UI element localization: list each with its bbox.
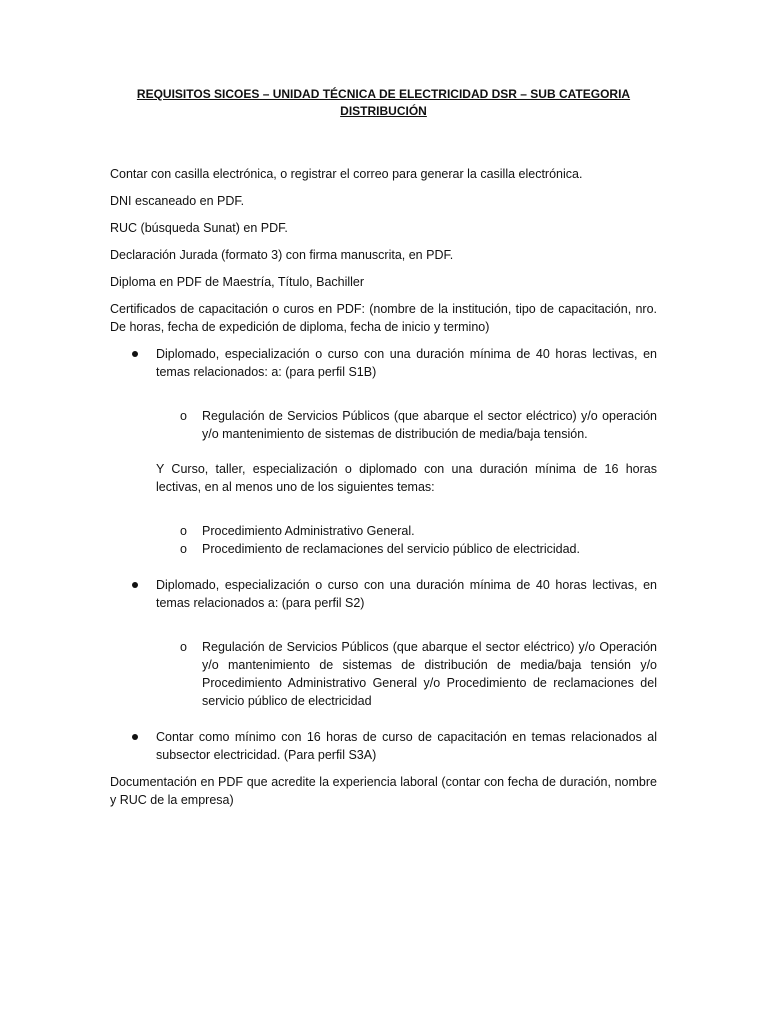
- sub-bullet-icon: o: [180, 640, 187, 654]
- bullet-item-s1b: [110, 345, 657, 381]
- paragraph-diploma: Diploma en PDF de Maestría, Título, Bachiller: [110, 275, 365, 289]
- sub-item-regulacion: [110, 407, 657, 443]
- sub-bullet-icon: o: [180, 524, 187, 538]
- sub-bullet-icon: o: [180, 409, 187, 423]
- bullet-text: Diplomado, especialización o curso con una duración mínima de 40 horas lectivas, en temas relacionados: a: (para perfil S1B): [156, 347, 657, 379]
- sub-item-procedimiento-reclamaciones: [110, 540, 657, 558]
- paragraph-dni: DNI escaneado en PDF.: [110, 194, 245, 208]
- sub-item-text: Regulación de Servicios Públicos (que abarque el sector eléctrico) y/o operación y/o mantenimiento de sistemas de distribución de media/baja tensión.: [202, 409, 657, 441]
- bullet-text: Contar como mínimo con 16 horas de curso de capacitación en temas relacionados al subsector electricidad. (Para perfil S3A): [156, 730, 657, 762]
- bullet-dot-icon: [132, 351, 138, 357]
- paragraph-declaracion: Declaración Jurada (formato 3) con firma manuscrita, en PDF.: [110, 248, 454, 262]
- document-body: [110, 86, 657, 818]
- title-line-2: DISTRIBUCIÓN: [340, 104, 427, 118]
- sub-item-procedimiento-admin: [110, 522, 657, 540]
- document-title: [110, 86, 657, 120]
- bullet-item-s2: [110, 576, 657, 612]
- title-line-1: REQUISITOS SICOES – UNIDAD TÉCNICA DE ELECTRICIDAD DSR – SUB CATEGORIA: [136, 87, 631, 101]
- sub-item-text: Procedimiento Administrativo General.: [202, 524, 415, 538]
- bullet-dot-icon: [132, 582, 138, 588]
- sub-item-regulacion-s2: [110, 638, 657, 710]
- sub-item-text: Procedimiento de reclamaciones del servicio público de electricidad.: [202, 542, 580, 556]
- sub-bullet-icon: o: [180, 542, 187, 556]
- bullet-item-s3a: [110, 728, 657, 764]
- paragraph-ruc: RUC (búsqueda Sunat) en PDF.: [110, 221, 288, 235]
- bullet-text: Diplomado, especialización o curso con una duración mínima de 40 horas lectivas, en temas relacionados a: (para perfil S2): [156, 578, 657, 610]
- paragraph-documentacion: Documentación en PDF que acredite la experiencia laboral (contar con fecha de duración, nombre y RUC de la empresa): [110, 775, 657, 807]
- sub-item-text: Regulación de Servicios Públicos (que abarque el sector eléctrico) y/o Operación y/o mantenimiento de sistemas de distribución de media/baja tensión y/o Procedimiento Administrativo General y/o Procedimiento de reclamaciones del servicio público de electricidad: [202, 640, 657, 708]
- bullet-dot-icon: [132, 734, 138, 740]
- paragraph-y-curso: Y Curso, taller, especialización o diplomado con una duración mínima de 16 horas lectivas, en al menos uno de los siguientes temas:: [156, 462, 657, 494]
- paragraph-casilla: Contar con casilla electrónica, o registrar el correo para generar la casilla electrónica.: [110, 167, 583, 181]
- paragraph-certificados: Certificados de capacitación o curos en PDF: (nombre de la institución, tipo de capacitación, nro. De horas, fecha de expedición de diploma, fecha de inicio y termino): [110, 302, 657, 334]
